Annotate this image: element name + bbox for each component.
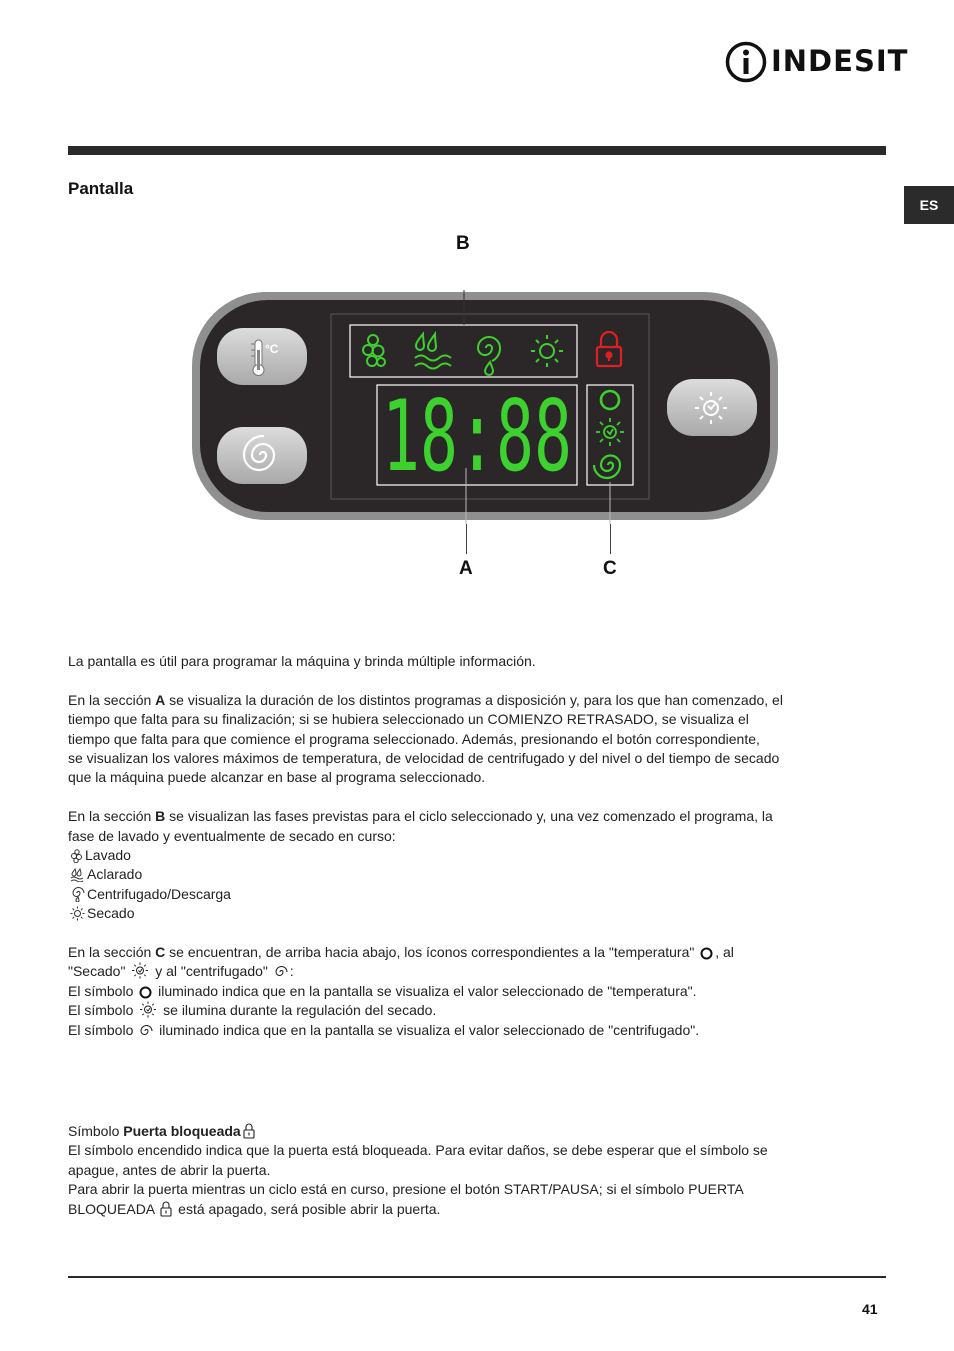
- indesit-logo-icon: [724, 40, 768, 84]
- text: En la sección: [68, 691, 156, 708]
- dry-icon: [70, 906, 85, 921]
- dry-timer-icon: [139, 1001, 157, 1018]
- section-c-ref: C: [155, 944, 166, 961]
- text: y al "centrifugado": [151, 963, 272, 980]
- phase-dry-label: Secado: [87, 905, 135, 922]
- rinse-icon: [70, 868, 85, 882]
- start-pause-button[interactable]: [667, 379, 757, 436]
- text: se visualizan las fases previstas para el ciclo seleccionado y, una vez comenzado el programa, la: [165, 808, 773, 825]
- phase-rinse-label: Aclarado: [87, 866, 143, 883]
- text: "Secado": [68, 963, 130, 980]
- section-b-ref: B: [155, 808, 166, 825]
- section-a-ref: A: [155, 691, 166, 708]
- text: BLOQUEADA: [68, 1200, 159, 1217]
- text: se visualiza la duración de los distintos programas a disposición y, para los que han comenzado, el: [165, 691, 783, 708]
- section-a-paragraph: [68, 691, 886, 788]
- text: está apagado, será posible abrir la puerta.: [174, 1200, 441, 1217]
- text: iluminado indica que en la pantalla se visualiza el valor seleccionado de "temperatura".: [154, 982, 697, 999]
- language-tab: ES: [904, 186, 954, 224]
- page-number: 41: [862, 1301, 878, 1317]
- text: En la sección: [68, 944, 156, 961]
- text: El símbolo: [68, 1021, 138, 1038]
- brand-name: INDESIT: [771, 44, 909, 78]
- footer-rule: [68, 1276, 886, 1278]
- text: iluminado indica que en la pantalla se visualiza el valor seleccionado de "centrifugado".: [155, 1021, 700, 1038]
- text: En la sección: [68, 808, 156, 825]
- phase-spin-drain-label: Centrifugado/Descarga: [87, 885, 231, 902]
- dry-timer-icon: [131, 962, 149, 979]
- text: se ilumina durante la regulación del secado.: [159, 1002, 437, 1019]
- header-rule: [68, 146, 886, 155]
- callout-b: B: [456, 233, 470, 254]
- door-lock-icon: [160, 1201, 172, 1217]
- temperature-button[interactable]: [217, 328, 307, 385]
- text: se visualizan los valores máximos de temperatura, de velocidad de centrifugado y del nivel o del tiempo de secado: [68, 750, 780, 767]
- display-panel: [190, 290, 780, 524]
- text: tiempo que falta para que comience el programa seleccionado. Además, presionando el botón correspondiente,: [68, 730, 760, 747]
- callout-c: C: [603, 558, 617, 579]
- time-digits: 18:88: [382, 380, 572, 494]
- text: , al: [715, 944, 734, 961]
- intro-paragraph: La pantalla es útil para programar la máquina y brinda múltiple información.: [68, 653, 536, 669]
- body-text: [68, 652, 886, 1059]
- phase-wash-label: Lavado: [85, 847, 131, 864]
- door-lock-paragraph: [68, 1122, 886, 1219]
- door-lock-title: Puerta bloqueada: [123, 1123, 241, 1139]
- text: El símbolo encendido indica que la puerta está bloqueada. Para evitar daños, se debe esperar que el símbolo se: [68, 1142, 768, 1159]
- leader-ext-c: [610, 524, 611, 554]
- text: tiempo que falta para su finalización; si se hubiera seleccionado un COMIENZO RETRASADO, se visualiza el: [68, 711, 749, 728]
- door-lock-icon: [243, 1123, 255, 1139]
- wash-icon: [70, 849, 83, 863]
- text: fase de lavado y eventualmente de secado en curso:: [68, 827, 396, 844]
- text: El símbolo: [68, 982, 138, 999]
- section-title: Pantalla: [68, 179, 134, 198]
- temp-unit-label: °C: [265, 342, 279, 356]
- section-b-paragraph: [68, 807, 886, 923]
- text: Para abrir la puerta mientras un ciclo está en curso, presione el botón START/PAUSA; si el símbolo PUERTA: [68, 1181, 744, 1198]
- callout-a: A: [459, 558, 473, 579]
- text: :: [289, 963, 294, 980]
- text: que la máquina puede alcanzar en base al programa seleccionado.: [68, 769, 486, 786]
- temperature-ring-icon: [700, 947, 713, 960]
- text: Símbolo: [68, 1123, 124, 1139]
- temperature-ring-icon: [139, 986, 152, 999]
- spin-spiral-icon: [139, 1024, 153, 1038]
- spin-button[interactable]: [217, 427, 307, 484]
- spin-spiral-icon: [274, 965, 288, 979]
- leader-ext-a: [466, 524, 467, 554]
- text: apague, antes de abrir la puerta.: [68, 1161, 271, 1178]
- text: se encuentran, de arriba hacia abajo, los íconos correspondientes a la "temperatura": [165, 944, 699, 961]
- section-c-paragraph: [68, 943, 886, 1040]
- spin-drain-icon: [70, 887, 85, 902]
- text: El símbolo: [68, 1002, 138, 1019]
- brand-logo: [724, 40, 909, 84]
